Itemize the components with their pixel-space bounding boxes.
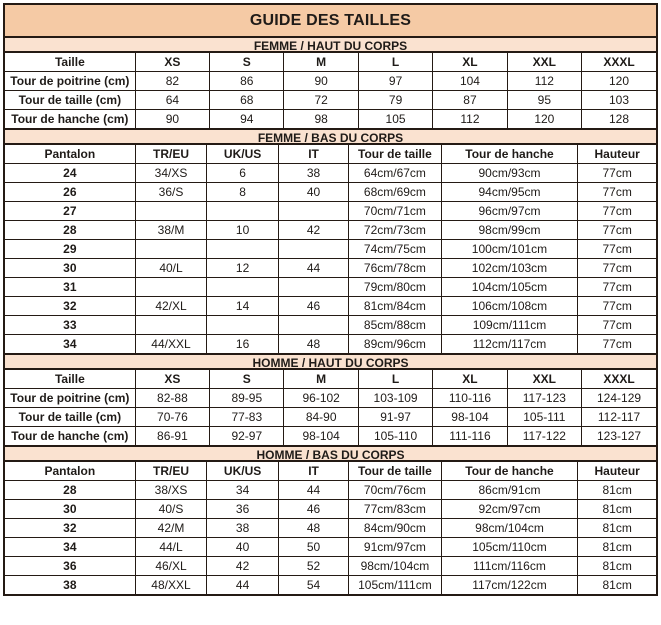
table-row [5,557,656,576]
table-cell: 70cm/71cm [349,202,441,221]
section-heading: FEMME / BAS DU CORPS [5,128,656,145]
column-header: Tour de taille [349,145,441,164]
table-cell: 77cm [578,183,656,202]
table-cell: 95 [507,91,581,110]
table-cell: 40 [278,183,348,202]
table-row [5,538,656,557]
table-cell: 36 [5,557,135,576]
table-cell: 86 [210,72,284,91]
column-header: XL [433,53,507,72]
table-row [5,481,656,500]
table-cell: 77cm [578,221,656,240]
table-cell: 52 [278,557,348,576]
table-cell: 42/XL [135,297,207,316]
table-cell: Tour de taille (cm) [5,408,135,427]
table-cell: 30 [5,500,135,519]
table-cell [207,202,279,221]
table-cell: 72cm/73cm [349,221,441,240]
header-row [5,53,656,72]
table-cell: 94cm/95cm [441,183,578,202]
table-cell: 111cm/116cm [441,557,578,576]
column-header: XS [135,370,209,389]
table-cell: 81cm [578,557,656,576]
table-cell: 28 [5,481,135,500]
table-cell: 48 [278,519,348,538]
table-cell: 64cm/67cm [349,164,441,183]
table-cell: 48/XXL [135,576,207,595]
table-cell: 104 [433,72,507,91]
column-header: L [358,53,432,72]
table-cell: 77-83 [210,408,284,427]
column-header: XXXL [582,370,656,389]
table-cell: 30 [5,259,135,278]
table-row [5,110,656,129]
table-cell: 77cm/83cm [349,500,441,519]
table-cell: 102cm/103cm [441,259,578,278]
column-header: TR/EU [135,145,207,164]
section-heading: HOMME / BAS DU CORPS [5,445,656,462]
table-cell: 91cm/97cm [349,538,441,557]
table-cell: 68 [210,91,284,110]
table-row [5,240,656,259]
table-cell: 81cm [578,538,656,557]
table-cell: 89cm/96cm [349,335,441,354]
column-header: XXL [507,53,581,72]
table-cell: 86-91 [135,427,209,446]
column-header: UK/US [207,462,279,481]
table-cell: 81cm [578,576,656,595]
table-cell: 40 [207,538,279,557]
table-cell: 84cm/90cm [349,519,441,538]
page-title: GUIDE DES TAILLES [5,5,656,36]
column-header: Pantalon [5,462,135,481]
column-header: XXXL [582,53,656,72]
column-header: XXL [507,370,581,389]
table-row [5,576,656,595]
table-cell: 96cm/97cm [441,202,578,221]
table-cell: 34 [5,335,135,354]
table-cell: 77cm [578,240,656,259]
table-cell: 84-90 [284,408,358,427]
table-row [5,297,656,316]
table-cell: 111-116 [433,427,507,446]
table-cell: 12 [207,259,279,278]
table-cell: 24 [5,164,135,183]
table-cell: 123-127 [582,427,656,446]
column-header: Hauteur [578,462,656,481]
table-cell: 70cm/76cm [349,481,441,500]
column-header: UK/US [207,145,279,164]
table-row [5,408,656,427]
table-cell: 100cm/101cm [441,240,578,259]
table-cell: 38 [278,164,348,183]
table-cell: 77cm [578,278,656,297]
table-cell: 77cm [578,202,656,221]
table-cell: 94 [210,110,284,129]
table-cell: 16 [207,335,279,354]
table-cell: 46 [278,500,348,519]
table-row [5,427,656,446]
table-row [5,389,656,408]
column-header: Taille [5,53,135,72]
column-header: TR/EU [135,462,207,481]
table-cell: 44/L [135,538,207,557]
size-guide-sheet [3,3,658,596]
column-header: Tour de taille [349,462,441,481]
table-row [5,335,656,354]
column-header: Taille [5,370,135,389]
table-cell: 91-97 [358,408,432,427]
table-row [5,164,656,183]
table-cell: 86cm/91cm [441,481,578,500]
table-cell: 105-110 [358,427,432,446]
table-cell: 98-104 [433,408,507,427]
table-cell: 44 [278,259,348,278]
table-cell: 42/M [135,519,207,538]
table-row [5,259,656,278]
column-header: IT [278,462,348,481]
column-header: Tour de hanche [441,145,578,164]
table-cell: 98 [284,110,358,129]
column-header: Pantalon [5,145,135,164]
table-cell: 28 [5,221,135,240]
table-cell [278,240,348,259]
table-row [5,221,656,240]
table-cell: 90 [284,72,358,91]
table-row [5,500,656,519]
table-cell: 81cm [578,519,656,538]
table-cell: 85cm/88cm [349,316,441,335]
table-cell: 34 [207,481,279,500]
table-cell: 105-111 [507,408,581,427]
table-cell: 117-122 [507,427,581,446]
table-cell: 92cm/97cm [441,500,578,519]
table-row [5,72,656,91]
table-cell: Tour de hanche (cm) [5,427,135,446]
table-cell: 68cm/69cm [349,183,441,202]
table-cell: 103 [582,91,656,110]
table-cell: 42 [278,221,348,240]
table-cell: 36 [207,500,279,519]
section-table [5,462,656,594]
section-table [5,145,656,353]
table-cell: 89-95 [210,389,284,408]
table-row [5,202,656,221]
table-cell: 120 [507,110,581,129]
section-table [5,370,656,445]
table-cell: 112 [433,110,507,129]
table-cell: 98cm/104cm [349,557,441,576]
table-cell: 87 [433,91,507,110]
column-header: IT [278,145,348,164]
table-cell: 44 [278,481,348,500]
table-cell: 117-123 [507,389,581,408]
table-cell: 38 [5,576,135,595]
table-cell: 81cm/84cm [349,297,441,316]
sections-container [5,36,656,594]
table-cell: 38 [207,519,279,538]
table-cell: 72 [284,91,358,110]
table-cell: 40/S [135,500,207,519]
table-cell: 109cm/111cm [441,316,578,335]
table-row [5,183,656,202]
table-cell: 70-76 [135,408,209,427]
table-cell [135,240,207,259]
column-header: L [358,370,432,389]
table-cell: 31 [5,278,135,297]
table-cell: 34 [5,538,135,557]
table-cell [207,316,279,335]
table-cell: 77cm [578,297,656,316]
table-cell: 79cm/80cm [349,278,441,297]
table-cell: 128 [582,110,656,129]
table-cell: 34/XS [135,164,207,183]
table-cell: 44 [207,576,279,595]
table-cell: 29 [5,240,135,259]
table-cell: 14 [207,297,279,316]
table-cell: 42 [207,557,279,576]
column-header: XL [433,370,507,389]
table-cell: 81cm [578,500,656,519]
table-cell: 48 [278,335,348,354]
column-header: S [210,53,284,72]
table-cell: 10 [207,221,279,240]
table-cell: 81cm [578,481,656,500]
table-cell: 27 [5,202,135,221]
section-heading: FEMME / HAUT DU CORPS [5,36,656,53]
table-cell: 90 [135,110,209,129]
column-header: S [210,370,284,389]
table-cell: 33 [5,316,135,335]
table-cell: 112 [507,72,581,91]
table-row [5,316,656,335]
table-cell: 46 [278,297,348,316]
table-cell: 77cm [578,335,656,354]
table-cell: 79 [358,91,432,110]
table-cell [207,240,279,259]
table-cell: 96-102 [284,389,358,408]
table-cell: 76cm/78cm [349,259,441,278]
table-cell: 38/XS [135,481,207,500]
table-cell: 98cm/99cm [441,221,578,240]
table-cell: 44/XXL [135,335,207,354]
section-table [5,53,656,128]
table-cell: 77cm [578,316,656,335]
table-cell: Tour de hanche (cm) [5,110,135,129]
table-cell: Tour de poitrine (cm) [5,389,135,408]
table-cell: 54 [278,576,348,595]
table-cell [135,202,207,221]
table-cell: 36/S [135,183,207,202]
table-cell: 32 [5,519,135,538]
table-row [5,519,656,538]
header-row [5,145,656,164]
table-cell: 77cm [578,259,656,278]
table-cell: 32 [5,297,135,316]
table-cell [278,202,348,221]
table-cell: 74cm/75cm [349,240,441,259]
table-cell: 82 [135,72,209,91]
table-cell: 104cm/105cm [441,278,578,297]
table-cell: 105cm/110cm [441,538,578,557]
table-cell [135,316,207,335]
table-cell: 105cm/111cm [349,576,441,595]
table-cell: 6 [207,164,279,183]
table-cell: 97 [358,72,432,91]
table-cell: 82-88 [135,389,209,408]
table-row [5,91,656,110]
table-cell: 26 [5,183,135,202]
table-cell: 117cm/122cm [441,576,578,595]
column-header: M [284,53,358,72]
table-cell: 50 [278,538,348,557]
table-cell: 46/XL [135,557,207,576]
column-header: Hauteur [578,145,656,164]
table-cell: 98cm/104cm [441,519,578,538]
table-cell: 8 [207,183,279,202]
table-cell [135,278,207,297]
table-cell: 38/M [135,221,207,240]
table-cell [207,278,279,297]
table-cell: 105 [358,110,432,129]
table-cell: 77cm [578,164,656,183]
column-header: Tour de hanche [441,462,578,481]
table-cell: 92-97 [210,427,284,446]
header-row [5,370,656,389]
table-cell: 90cm/93cm [441,164,578,183]
table-cell: 120 [582,72,656,91]
header-row [5,462,656,481]
table-cell: 98-104 [284,427,358,446]
table-cell: 106cm/108cm [441,297,578,316]
section-heading: HOMME / HAUT DU CORPS [5,353,656,370]
table-cell: 103-109 [358,389,432,408]
column-header: M [284,370,358,389]
table-cell: 124-129 [582,389,656,408]
table-cell [278,278,348,297]
table-cell: 112-117 [582,408,656,427]
table-cell [278,316,348,335]
table-row [5,278,656,297]
column-header: XS [135,53,209,72]
table-cell: 110-116 [433,389,507,408]
table-cell: 40/L [135,259,207,278]
table-cell: Tour de taille (cm) [5,91,135,110]
table-cell: Tour de poitrine (cm) [5,72,135,91]
table-cell: 64 [135,91,209,110]
table-cell: 112cm/117cm [441,335,578,354]
